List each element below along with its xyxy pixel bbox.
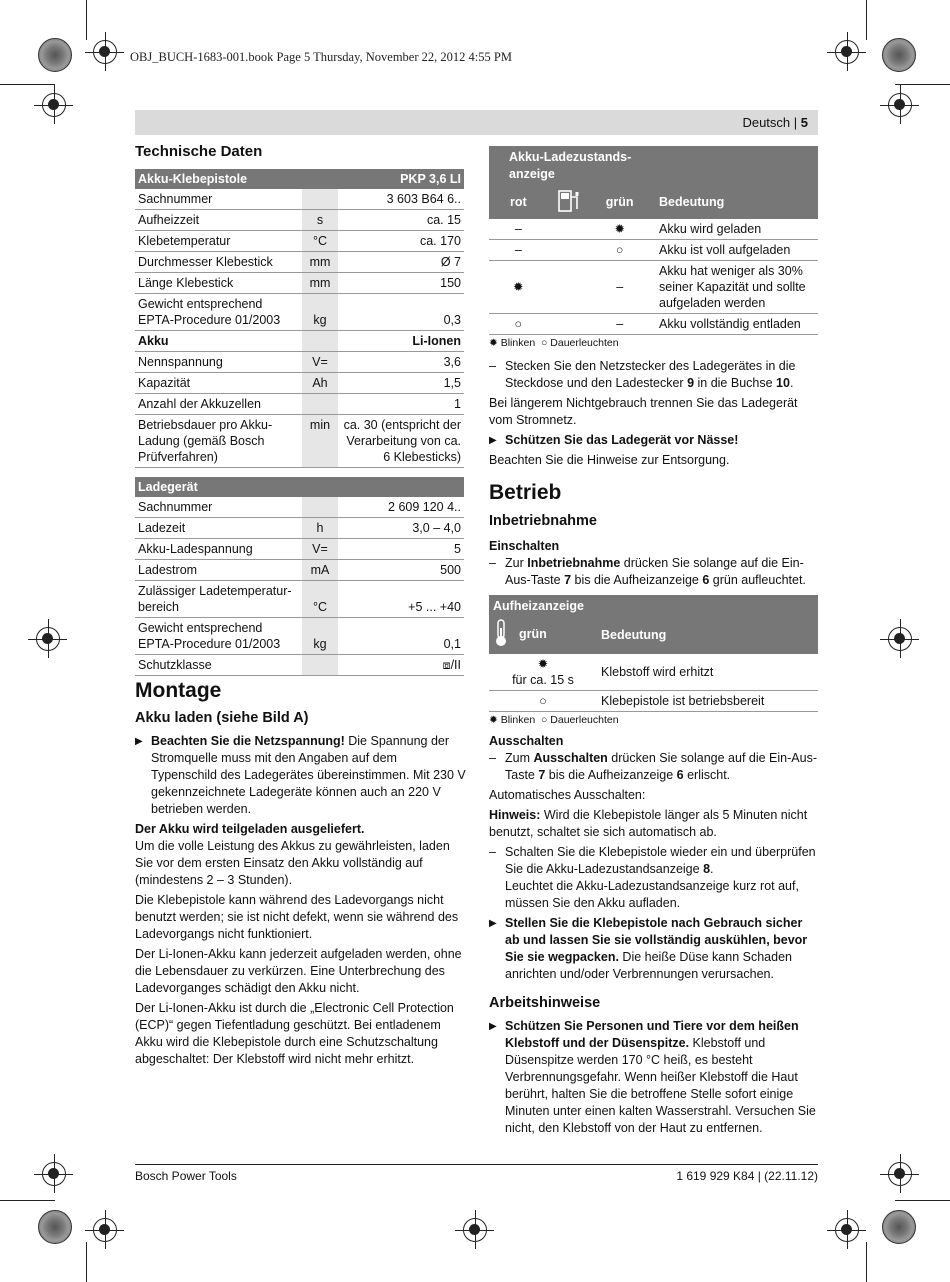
delivered-note: Der Akku wird teilgeladen ausgeliefert. (135, 822, 365, 836)
paragraph: Um die volle Leistung des Akkus zu gewährleisten, laden Sie vor dem ersten Einsatz den Akku vollständig auf (mindestens 2 – 3 Stunden). (135, 839, 450, 887)
crop-mark (86, 0, 87, 40)
heat-indicator-table (489, 595, 818, 712)
table-row: Kapazität Ah 1,5 (135, 373, 464, 394)
registration-mark-icon (36, 627, 60, 651)
table-row: Ladezeit h 3,0 – 4,0 (135, 518, 464, 539)
paragraph: Bei längerem Nichtgebrauch trennen Sie das Ladegerät vom Stromnetz. (489, 396, 798, 427)
table-row: Ladestrom mA 500 (135, 560, 464, 581)
registration-mark-icon (42, 1162, 66, 1186)
ausschalten-instruction: – Zum Ausschalten drücken Sie solange auf die Ein-Aus-Taste 7 bis die Aufheizanzeige 6 erlischt. (489, 750, 818, 784)
tech-data-table (135, 169, 464, 468)
footer-left: Bosch Power Tools (135, 1169, 237, 1183)
tool-model: PKP 3,6 LI (338, 169, 464, 189)
blink-icon: ✹ (489, 714, 501, 726)
heat-legend: ✹ Blinken ○ Dauerleuchten (489, 714, 619, 726)
table-row: ✹ für ca. 15 s Klebstoff wird erhitzt (489, 654, 818, 691)
footer-right: 1 619 929 K84 | (22.11.12) (676, 1169, 818, 1183)
header-separator: | (790, 115, 801, 130)
registration-mark-icon (42, 93, 66, 117)
hinweis: Hinweis: Wird die Klebepistole länger als 5 Minuten nicht benutzt, schaltet sie sich automatisch ab. (489, 808, 808, 839)
page-footer (135, 1164, 818, 1183)
color-disc-icon (38, 38, 72, 72)
crop-mark (0, 84, 55, 85)
table-row: – ○ Akku ist voll aufgeladen (489, 240, 818, 261)
check-instruction: – Schalten Sie die Klebepistole wieder ein und überprüfen Sie die Akku-Ladezustandsanzeige 8. Leuchtet die Akku-Ladezustandsanzeige kurz rot auf, müssen Sie den Akku aufladen. (489, 844, 818, 912)
tech-data-title: Technische Daten (135, 143, 263, 160)
wet-warning: ▶ Schützen Sie das Ladegerät vor Nässe! (489, 432, 818, 449)
paragraph: Der Li-Ionen-Akku ist durch die „Electronic Cell Protection (ECP)“ gegen Tiefentladung geschützt. Bei entladenem Akku wird die Klebepistole durch eine Schutzschaltung abgeschaltet: Der Klebstoff wird nicht mehr erhitzt. (135, 1001, 454, 1066)
charge-subtitle: Akku laden (siehe Bild A) (135, 710, 309, 726)
crop-mark (0, 1200, 55, 1201)
steady-icon: ○ (489, 691, 597, 712)
table-header-row (489, 595, 818, 616)
battery-icon (548, 185, 591, 219)
crop-mark (895, 1200, 950, 1201)
table-header-row (135, 477, 464, 497)
table-row: ○ Klebepistole ist betriebsbereit (489, 691, 818, 712)
print-header: OBJ_BUCH-1683-001.book Page 5 Thursday, November 22, 2012 4:55 PM (130, 50, 512, 64)
charge-indicator-table (489, 146, 818, 335)
right-column (489, 146, 818, 1140)
table-header-row (489, 146, 818, 185)
table-row: ○ – Akku vollständig entladen (489, 314, 818, 335)
paragraph: Beachten Sie die Hinweise zur Entsorgung. (489, 453, 730, 467)
charge-legend: ✹ Blinken ○ Dauerleuchten (489, 337, 619, 349)
blink-icon: ✹ (537, 657, 549, 671)
steady-icon: ○ (541, 714, 551, 726)
table-row: Zulässiger Ladetemperatur-bereich °C +5 ... +40 (135, 581, 464, 618)
left-column (135, 143, 466, 1071)
table-header-row (135, 169, 464, 189)
steady-icon: ○ (489, 314, 548, 335)
einschalten-heading: Einschalten (489, 539, 560, 553)
heat-indicator-header: Aufheizanzeige (489, 595, 818, 616)
plug-instruction: – Stecken Sie den Netzstecker des Ladegerätes in die Steckdose und den Ladestecker 9 in die Buchse 10. (489, 358, 818, 392)
page-number: 5 (800, 115, 808, 130)
arbeitshinweise-subtitle: Arbeitshinweise (489, 995, 601, 1011)
table-row: Gewicht entsprechend EPTA-Procedure 01/2003 kg 0,3 (135, 294, 464, 331)
table-row: Akku Li-Ionen (135, 331, 464, 352)
registration-mark-icon (835, 1218, 859, 1242)
page-header (742, 115, 808, 130)
color-disc-icon (38, 1210, 72, 1244)
color-disc-icon (882, 1210, 916, 1244)
table-row: Betriebsdauer pro Akku-Ladung (gemäß Bosch Prüfverfahren) min ca. 30 (entspricht der Verarbeitung von ca. 6 Klebesticks) (135, 415, 464, 468)
table-row: Anzahl der Akkuzellen 1 (135, 394, 464, 415)
crop-mark (895, 84, 950, 85)
einschalten-instruction: – Zur Inbetriebnahme drücken Sie solange auf die Ein-Aus-Taste 7 bis die Aufheizanzeige 6 grün aufleuchtet. (489, 555, 818, 589)
language-label: Deutsch (742, 115, 791, 130)
color-disc-icon (882, 38, 916, 72)
voltage-warning: ▶ Beachten Sie die Netzspannung! Die Spannung der Stromquelle muss mit den Angaben auf dem Typenschild des Ladegerätes übereinstimmen. Mit 230 V gekennzeichnete Ladegeräte können auch an 220 V betrieben werden. (135, 733, 466, 818)
registration-mark-icon (463, 1218, 487, 1242)
auto-off-label: Automatisches Ausschalten: (489, 788, 646, 802)
montage-title: Montage (135, 679, 222, 702)
crop-mark (86, 1242, 87, 1282)
charge-indicator-header: Akku-Ladezustands-anzeige (489, 146, 649, 185)
table-header-row: rot grün Bedeutung (489, 185, 818, 219)
tool-name: Akku-Klebepistole (135, 169, 302, 189)
table-row: Länge Klebestick mm 150 (135, 273, 464, 294)
registration-mark-icon (888, 627, 912, 651)
ausschalten-heading: Ausschalten (489, 734, 564, 748)
table-row: Akku-Ladespannung V= 5 (135, 539, 464, 560)
paragraph: Die Klebepistole kann während des Ladevorgangs nicht benutzt werden; sie ist nicht defekt, wenn sie während des Ladevorgangs nicht funktioniert. (135, 893, 459, 941)
steady-icon: ○ (590, 240, 649, 261)
thermometer-icon (493, 618, 509, 652)
table-row: ✹ – Akku hat weniger als 30% seiner Kapazität und sollte aufgeladen werden (489, 261, 818, 314)
table-row: Aufheizzeit s ca. 15 (135, 210, 464, 231)
charger-header: Ladegerät (135, 477, 302, 497)
storage-warning: ▶ Stellen Sie die Klebepistole nach Gebrauch sicher ab und lassen Sie sie vollständig auskühlen, bevor Sie sie wegpacken. Die heiße Düse kann Schaden anrichten und/oder Verbrennungen verursachen. (489, 915, 818, 983)
registration-mark-icon (93, 1218, 117, 1242)
blink-icon: ✹ (489, 337, 501, 349)
crop-mark (866, 0, 867, 40)
charger-data-table (135, 477, 464, 676)
table-row: Nennspannung V= 3,6 (135, 352, 464, 373)
table-row: Klebetemperatur °C ca. 170 (135, 231, 464, 252)
inbetrieb-subtitle: Inbetriebnahme (489, 513, 597, 529)
steady-icon: ○ (541, 337, 551, 349)
table-row: – ✹ Akku wird geladen (489, 219, 818, 240)
table-row: Schutzklasse ⧈/II (135, 655, 464, 676)
registration-mark-icon (835, 40, 859, 64)
burn-warning: ▶ Schützen Sie Personen und Tiere vor dem heißen Klebstoff und der Düsenspitze. Klebstoff und Düsenspitze werden 170 °C heiß, es besteht Verbrennungsgefahr. Wenn heißer Klebstoff die Haut berührt, halten Sie die betroffene Stelle sofort einige Minuten unter einen kalten Wasserstrahl. Versuchen Sie nicht, den Klebstoff von der Haut zu entfernen. (489, 1018, 818, 1137)
table-row: Durchmesser Klebestick mm Ø 7 (135, 252, 464, 273)
table-row: Sachnummer 2 609 120 4.. (135, 497, 464, 518)
registration-mark-icon (93, 40, 117, 64)
registration-mark-icon (888, 1162, 912, 1186)
table-row: Sachnummer 3 603 B64 6.. (135, 189, 464, 210)
betrieb-title: Betrieb (489, 481, 562, 504)
crop-mark (866, 1242, 867, 1282)
page-header-band (135, 110, 818, 135)
table-header-row: grün Bedeutung (489, 616, 818, 654)
registration-mark-icon (888, 93, 912, 117)
blink-icon: ✹ (489, 261, 548, 314)
blink-icon: ✹ (590, 219, 649, 240)
table-row: Gewicht entsprechend EPTA-Procedure 01/2003 kg 0,1 (135, 618, 464, 655)
paragraph: Der Li-Ionen-Akku kann jederzeit aufgeladen werden, ohne die Lebensdauer zu verkürzen. Eine Unterbrechung des Ladevorganges schädigt den Akku nicht. (135, 947, 462, 995)
